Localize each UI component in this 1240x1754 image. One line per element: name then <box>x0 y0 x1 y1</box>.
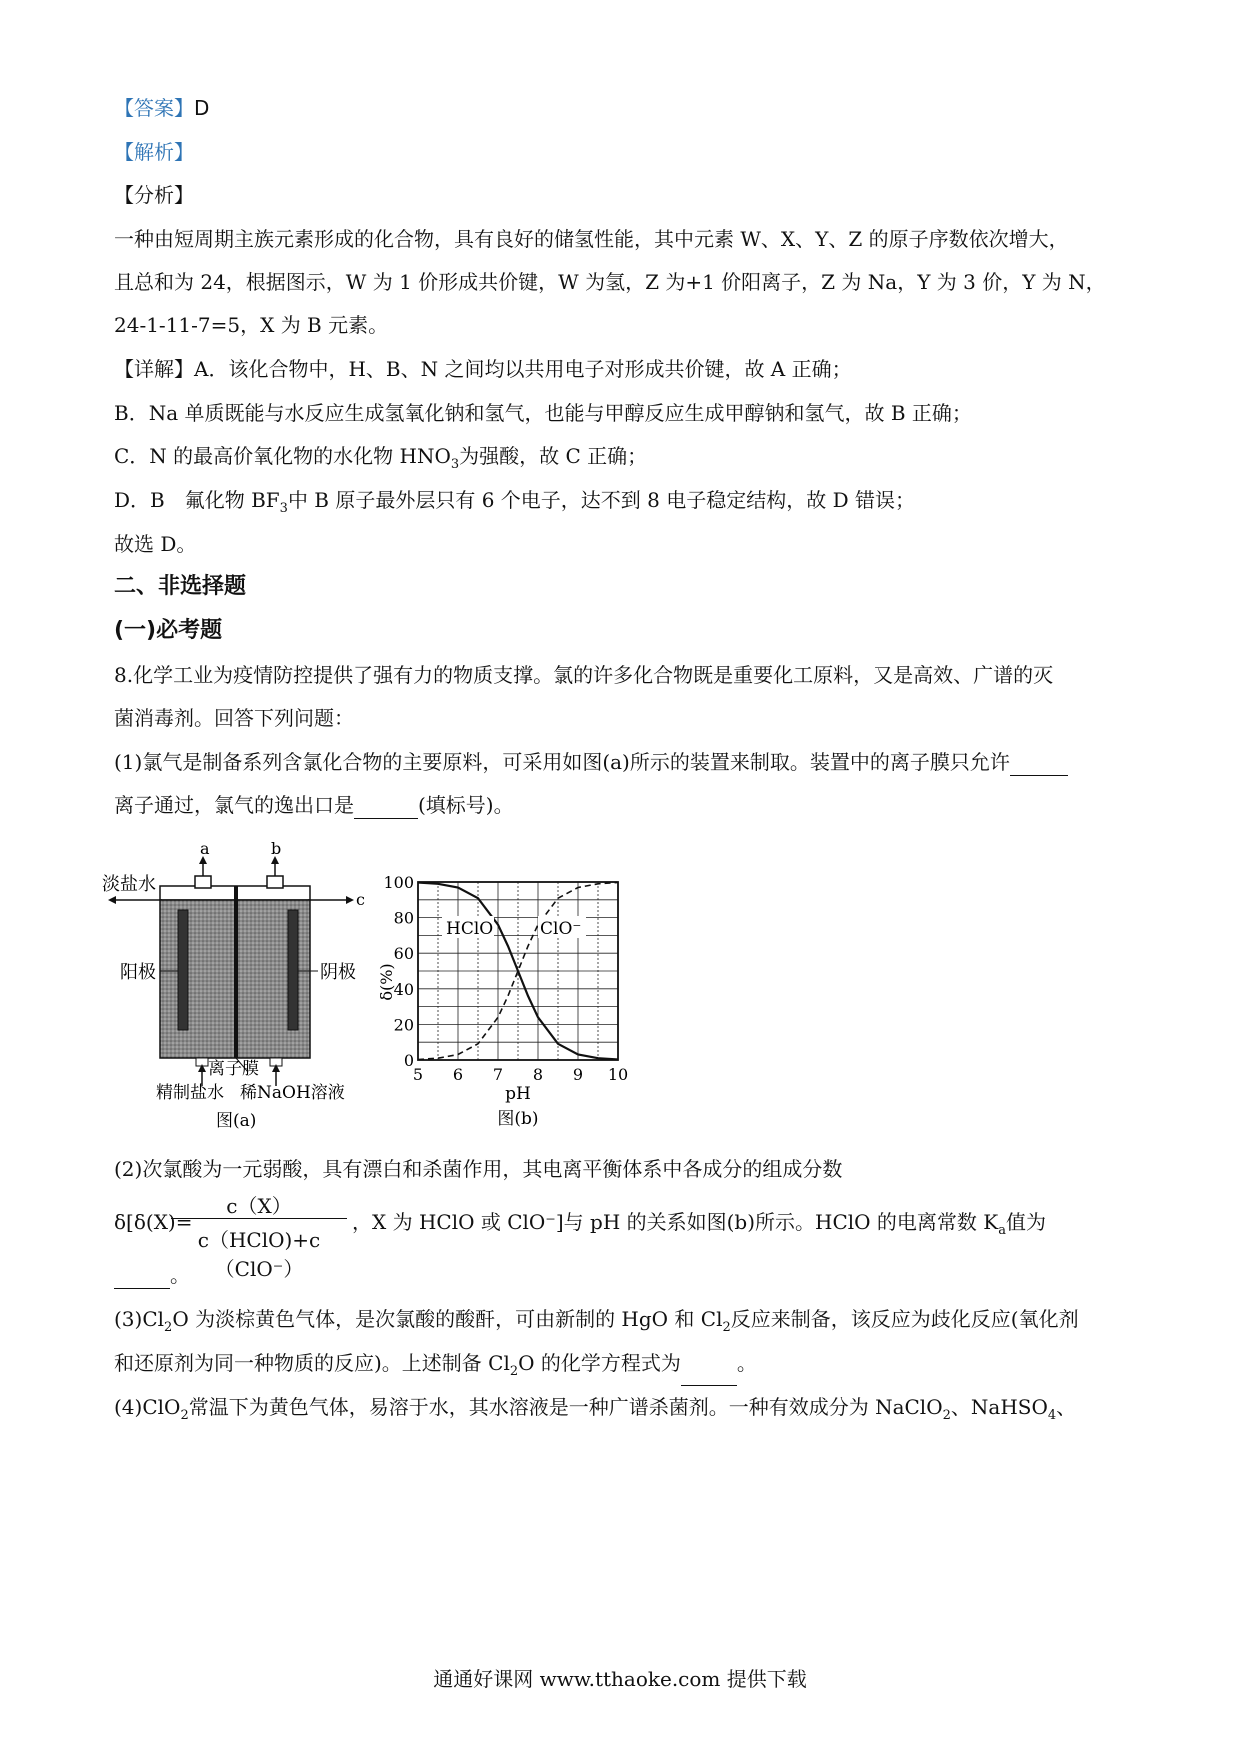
subscript: 2 <box>942 1408 951 1423</box>
q8-line-1: 8.化学工业为疫情防控提供了强有力的物质支撑。氯的许多化合物既是重要化工原料，又是高效、广谱的灭 <box>114 663 1054 687</box>
subscript: 4 <box>1047 1408 1057 1423</box>
q8-part2-end: 。 <box>170 1263 190 1287</box>
q8-part1-line-1 <box>114 748 1068 776</box>
y-tick-label: 60 <box>393 944 414 964</box>
q8-line-2: 菌消毒剂。回答下列问题： <box>114 706 354 730</box>
x-tick-label: 10 <box>607 1065 629 1084</box>
answer-value: D <box>194 96 210 120</box>
text-segment: O 的化学方程式为 <box>518 1351 681 1375</box>
q8-part1-text-3: (填标号)。 <box>418 793 514 817</box>
fenxi-tag: 【分析】 <box>114 183 194 207</box>
text-segment: (3)Cl <box>114 1307 165 1331</box>
answer-line <box>114 94 209 122</box>
section-heading: 二、非选择题 <box>114 574 247 599</box>
subscript: 2 <box>509 1364 519 1379</box>
detail-b: B．Na 单质既能与水反应生成氢氧化钠和氢气，也能与甲醇反应生成甲醇钠和氢气，故 B 正确； <box>114 401 972 425</box>
label-purified-brine: 精制盐水 <box>156 1083 224 1103</box>
answer-blank[interactable] <box>681 1365 737 1386</box>
text-segment: 和还原剂为同一种物质的反应)。上述制备 Cl <box>114 1351 510 1375</box>
analysis-tag: 【解析】 <box>114 140 194 164</box>
answer-blank[interactable] <box>354 798 418 819</box>
fraction-numerator: c（X） <box>226 1194 292 1218</box>
detail-d-post: 中 B 原子最外层只有 6 个电子，达不到 8 电子稳定结构，故 D 错误； <box>287 488 915 512</box>
cathode-electrode <box>288 910 298 1030</box>
subscript: 2 <box>180 1408 189 1423</box>
q8-part2-text <box>352 1208 1046 1245</box>
detail-c <box>114 442 647 479</box>
label-a: a <box>200 839 210 858</box>
y-tick-label: 80 <box>393 908 414 928</box>
detail-c-pre: C．N 的最高价氧化物的水化物 HNO <box>114 444 451 468</box>
figure-a-electrolysis-cell <box>100 838 370 1138</box>
fraction-denominator: c（HClO)+c（ClO⁻） <box>197 1228 321 1281</box>
x-tick-label: 7 <box>492 1065 504 1084</box>
q8-part2-prefix: δ[δ(X)= <box>114 1210 193 1234</box>
q8-part3-line-2 <box>114 1349 757 1386</box>
page-footer: 通通好课网 www.tthaoke.com 提供下载 <box>433 1667 807 1691</box>
detail-d <box>114 486 915 523</box>
text-segment: 、NaHSO <box>950 1395 1048 1419</box>
fraction-bar <box>171 1218 347 1219</box>
y-tick-label: 100 <box>383 873 414 892</box>
arrow-left-icon <box>108 896 116 904</box>
q8-part3-line-1 <box>114 1305 1079 1342</box>
x-axis-label: pH <box>505 1084 531 1104</box>
y-tick-label: 40 <box>393 979 414 999</box>
figure-a-caption: 图(a) <box>216 1111 257 1131</box>
answer-blank[interactable] <box>114 1268 170 1289</box>
arrow-right-icon <box>346 896 354 904</box>
label-anode: 阳极 <box>120 962 156 983</box>
q8-part2-post: ，X 为 HClO 或 ClO⁻]与 pH 的关系如图(b)所示。HClO 的电离常数 K <box>352 1210 999 1234</box>
series-label-clo: ClO⁻ <box>540 919 582 939</box>
y-tick-label: 20 <box>393 1015 414 1035</box>
q8-part2-answer-line <box>114 1261 190 1289</box>
subscript: 2 <box>164 1320 173 1335</box>
x-tick-label: 8 <box>532 1065 544 1084</box>
label-dilute-naoh: 稀NaOH溶液 <box>240 1083 345 1103</box>
ka-subscript: a <box>998 1223 1006 1238</box>
text-segment: (4)ClO <box>114 1395 181 1419</box>
text-segment: O 为淡棕黄色气体，是次氯酸的酸酐，可由新制的 HgO 和 Cl <box>172 1307 723 1331</box>
q8-part2-line-1: (2)次氯酸为一元弱酸，具有漂白和杀菌作用，其电离平衡体系中各成分的组成分数 <box>114 1157 843 1181</box>
chart-ticks <box>383 873 628 1084</box>
x-tick-label: 6 <box>452 1065 464 1084</box>
analysis-line-3: 24-1-11-7=5，X 为 B 元素。 <box>114 313 389 337</box>
q8-part2-post2: 值为 <box>1006 1210 1046 1234</box>
analysis-line-1: 一种由短周期主族元素形成的化合物，具有良好的储氢性能，其中元素 W、X、Y、Z 的原子序数依次增大， <box>114 227 1069 251</box>
detail-a: 【详解】A．该化合物中，H、B、N 之间均以共用电子对形成共价键，故 A 正确； <box>114 357 852 381</box>
outlet-b <box>267 876 283 888</box>
label-cathode: 阴极 <box>320 962 356 983</box>
figure-b-chart <box>377 862 644 1138</box>
text-segment: 常温下为黄色气体，易溶于水，其水溶液是一种广谱杀菌剂。一种有效成分为 NaClO <box>188 1395 943 1419</box>
analysis-line-2: 且总和为 24，根据图示，W 为 1 价形成共价键，W 为氢，Z 为+1 价阳离子，Z 为 Na，Y 为 3 价，Y 为 N， <box>114 270 1106 294</box>
q8-part1-line-2 <box>114 791 514 819</box>
q8-part1-text: (1)氯气是制备系列含氯化合物的主要原料，可采用如图(a)所示的装置来制取。装置中的离子膜只允许 <box>114 750 1010 774</box>
text-segment: 反应来制备，该反应为歧化反应(氧化剂 <box>730 1307 1079 1331</box>
label-membrane: 离子膜 <box>208 1059 259 1079</box>
detail-c-post: 为强酸，故 C 正确； <box>459 444 648 468</box>
answer-tag: 【答案】 <box>114 96 194 120</box>
ion-membrane <box>234 886 238 1058</box>
figure-b-caption: 图(b) <box>497 1109 539 1129</box>
y-axis-label: δ(%) <box>377 963 396 1001</box>
answer-blank[interactable] <box>1010 755 1068 776</box>
label-c: c <box>356 890 365 909</box>
text-segment: 。 <box>736 1351 757 1375</box>
detail-conclusion: 故选 D。 <box>114 532 197 556</box>
detail-d-sub: 3 <box>279 501 288 516</box>
anode-electrode <box>178 910 188 1030</box>
section-subheading: (一)必考题 <box>114 618 223 643</box>
label-dilute-brine: 淡盐水 <box>102 874 156 895</box>
x-tick-label: 9 <box>572 1065 584 1084</box>
detail-c-sub: 3 <box>450 457 460 472</box>
series-label-hclo: HClO <box>446 919 494 939</box>
q8-part4-line-1 <box>114 1393 1076 1430</box>
y-tick-label: 0 <box>403 1051 414 1070</box>
q8-part1-text-2: 离子通过，氯气的逸出口是 <box>114 793 354 817</box>
label-b: b <box>271 839 282 858</box>
outlet-a <box>195 876 211 888</box>
detail-d-pre: D．B 氟化物 BF <box>114 488 280 512</box>
text-segment: 、 <box>1056 1395 1077 1419</box>
x-tick-label: 5 <box>412 1065 424 1084</box>
subscript: 2 <box>722 1320 731 1335</box>
